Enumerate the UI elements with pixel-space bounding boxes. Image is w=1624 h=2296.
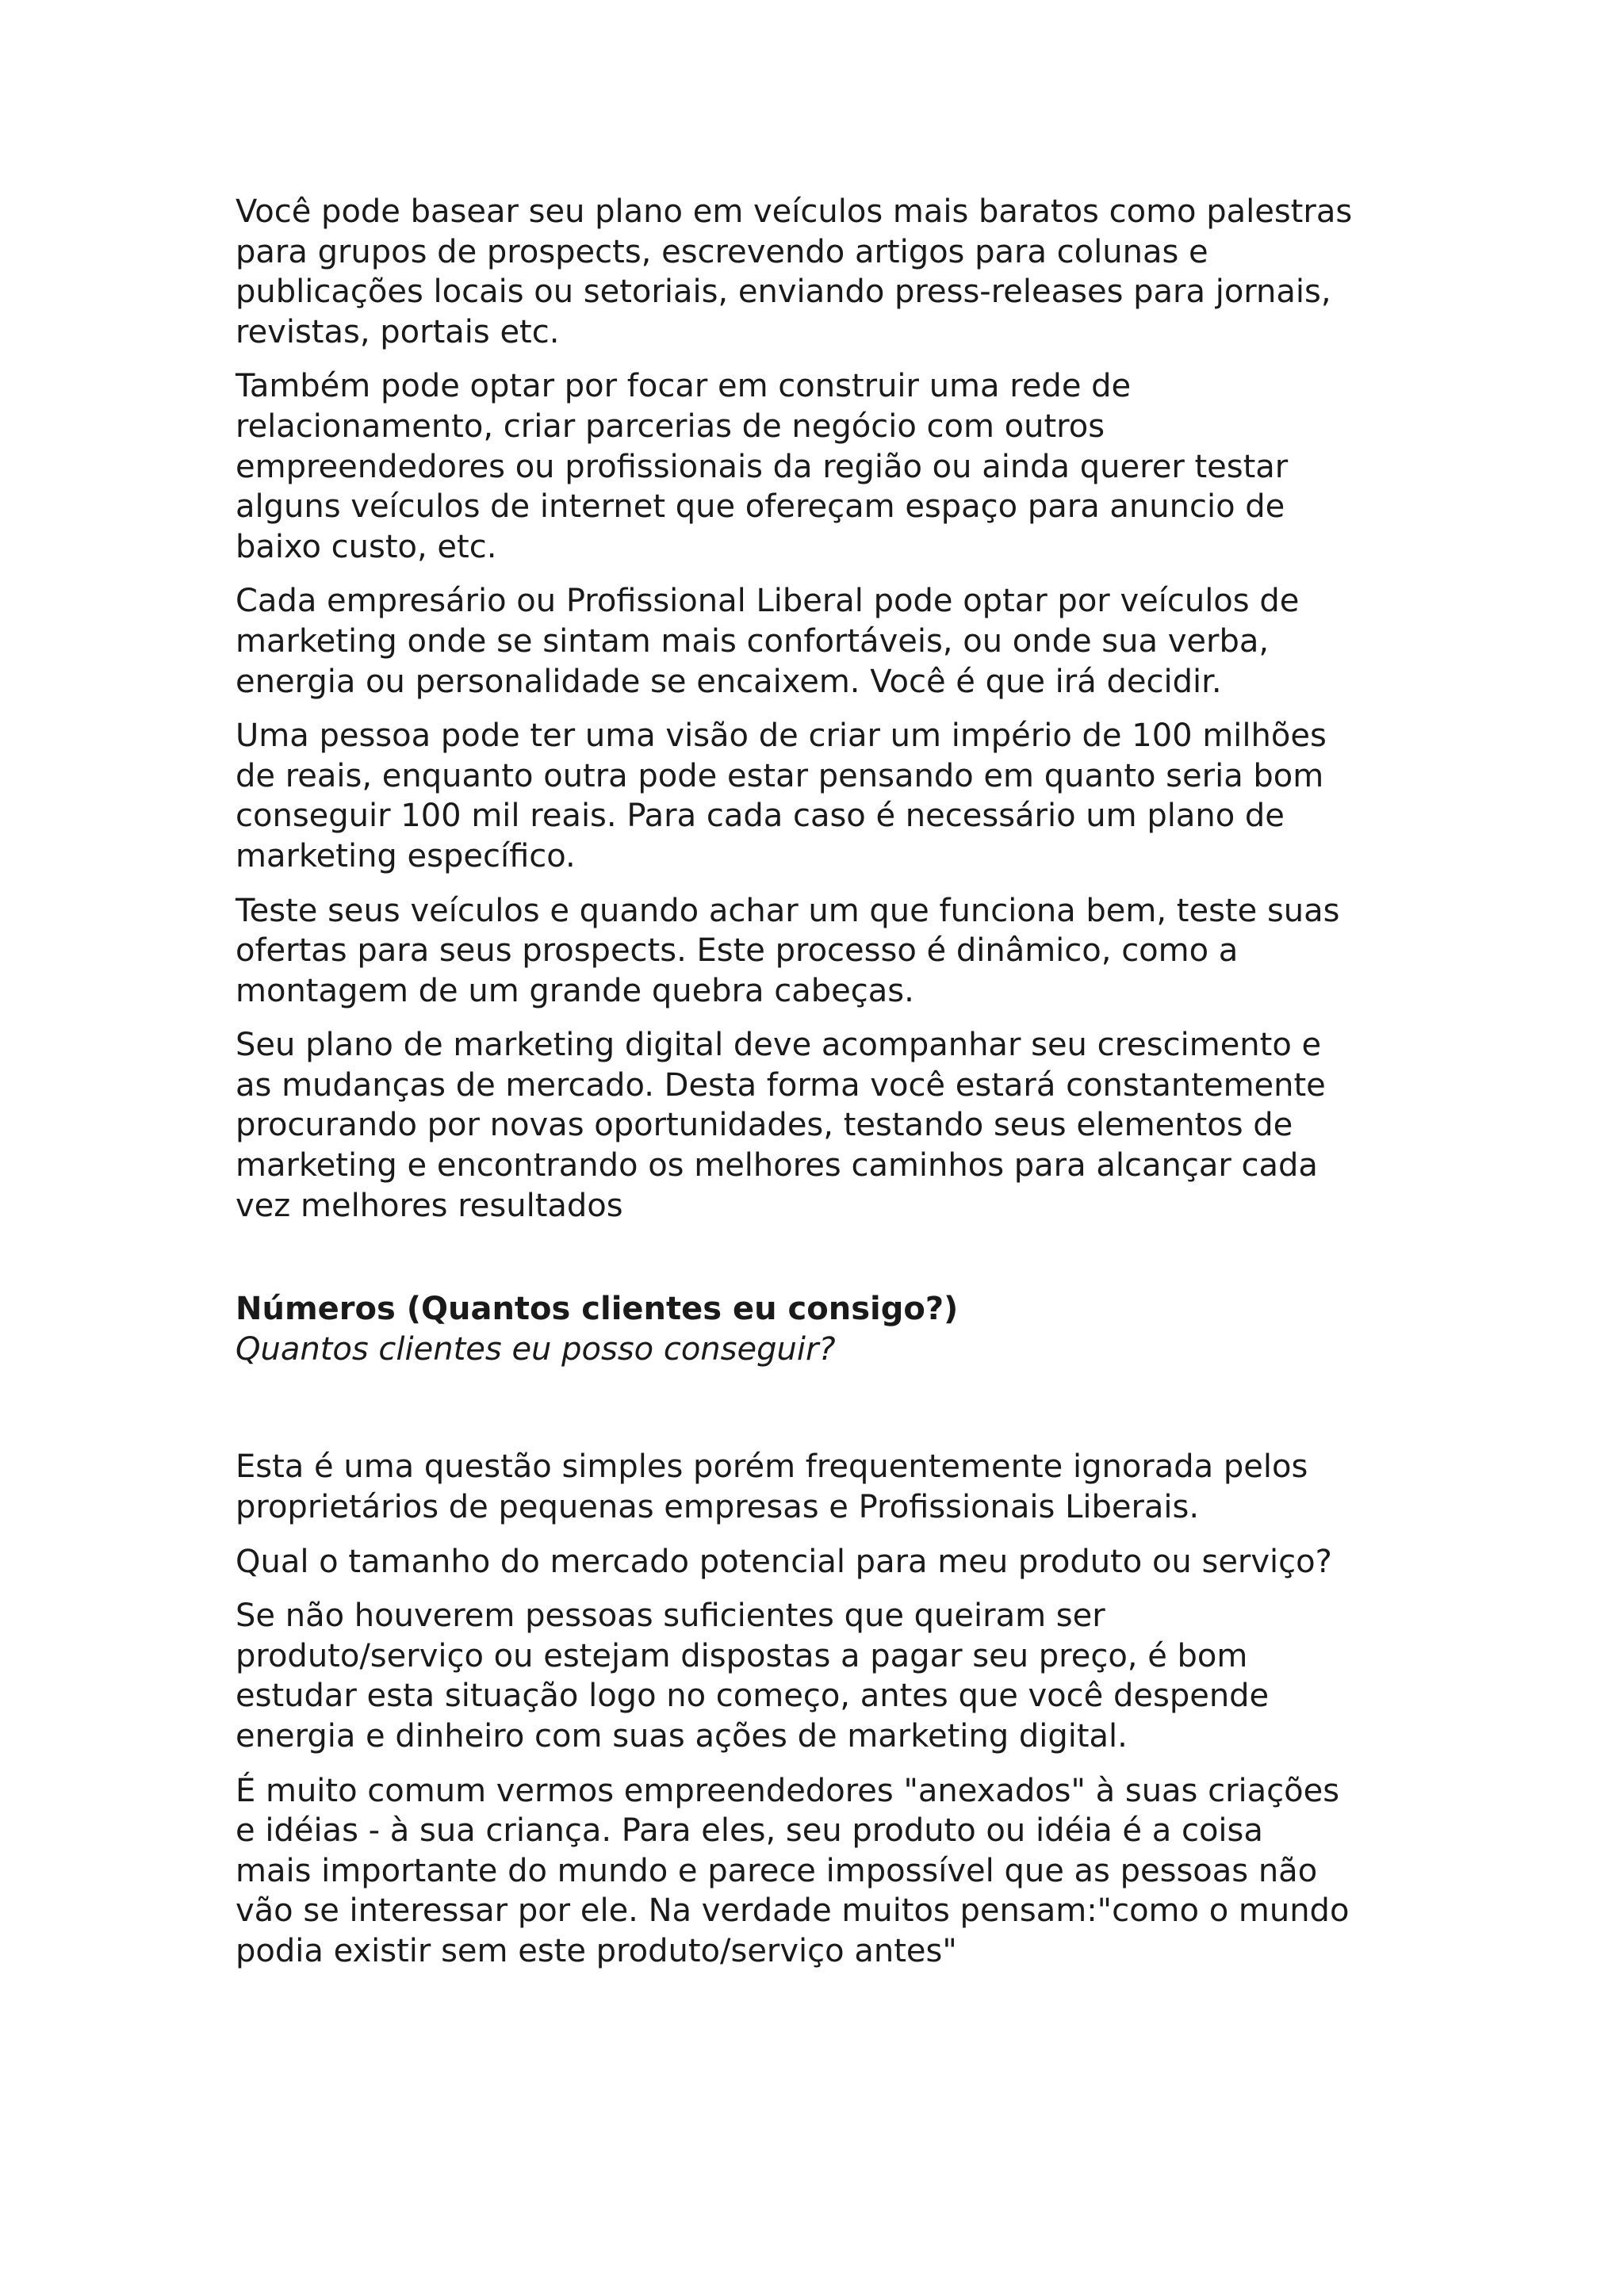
section-body [236,1447,1425,1971]
section-heading: Números (Quantos clientes eu consigo?) [236,1291,959,1328]
paragraph: É muito comum vermos empreendedores "anexados" à suas criações e idéias - à sua criança. Para eles, seu produto ou idéia é a coisa mais importante do mundo e parece impossível que as pessoas não vão se interessar por ele. Na verdade muitos pensam:"como o mundo podia existir sem este produto/serviço antes" [236,1772,1350,1969]
paragraph: Cada empresário ou Profissional Liberal pode optar por veículos de marketing onde se sintam mais confortáveis, ou onde sua verba, energia ou personalidade se encaixem. Você é que irá decidir. [236,583,1300,700]
paragraph: Qual o tamanho do mercado potencial para meu produto ou serviço? [236,1543,1332,1580]
paragraph: Uma pessoa pode ter uma visão de criar um império de 100 milhões de reais, enquanto outra pode estar pensando em quanto seria bom conseguir 100 mil reais. Para cada caso é necessário um plano de marketing específico. [236,718,1327,874]
paragraph: Se não houverem pessoas suficientes que queiram ser produto/serviço ou estejam dispostas a pagar seu preço, é bom estudar esta situação logo no começo, antes que você despende energia e dinheiro com suas ações de marketing digital. [236,1598,1270,1755]
intro-section [236,192,1425,1226]
paragraph: Esta é uma questão simples porém frequentemente ignorada pelos proprietários de pequenas empresas e Profissionais Liberais. [236,1448,1308,1526]
document-page [236,192,1425,1986]
paragraph: Seu plano de marketing digital deve acompanhar seu crescimento e as mudanças de mercado. Desta forma você estará constantemente procurando por novas oportunidades, testando seus elementos de marketing e encontrando os melhores caminhos para alcançar cada vez melhores resultados [236,1027,1326,1224]
section-subheading: Quantos clientes eu posso conseguir? [236,1330,836,1368]
paragraph: Você pode basear seu plano em veículos mais baratos como palestras para grupos de prospects, escrevendo artigos para colunas e publicações locais ou setoriais, enviando press-releases para jornais, revistas, portais etc. [236,193,1353,350]
paragraph: Teste seus veículos e quando achar um que funciona bem, teste suas ofertas para seus prospects. Este processo é dinâmico, como a montagem de um grande quebra cabeças. [236,892,1340,1009]
numbers-section [236,1289,1425,1971]
paragraph: Também pode optar por focar em construir uma rede de relacionamento, criar parcerias de negócio com outros empreendedores ou profissionais da região ou ainda querer testar alguns veículos de internet que ofereçam espaço para anuncio de baixo custo, etc. [236,368,1289,565]
